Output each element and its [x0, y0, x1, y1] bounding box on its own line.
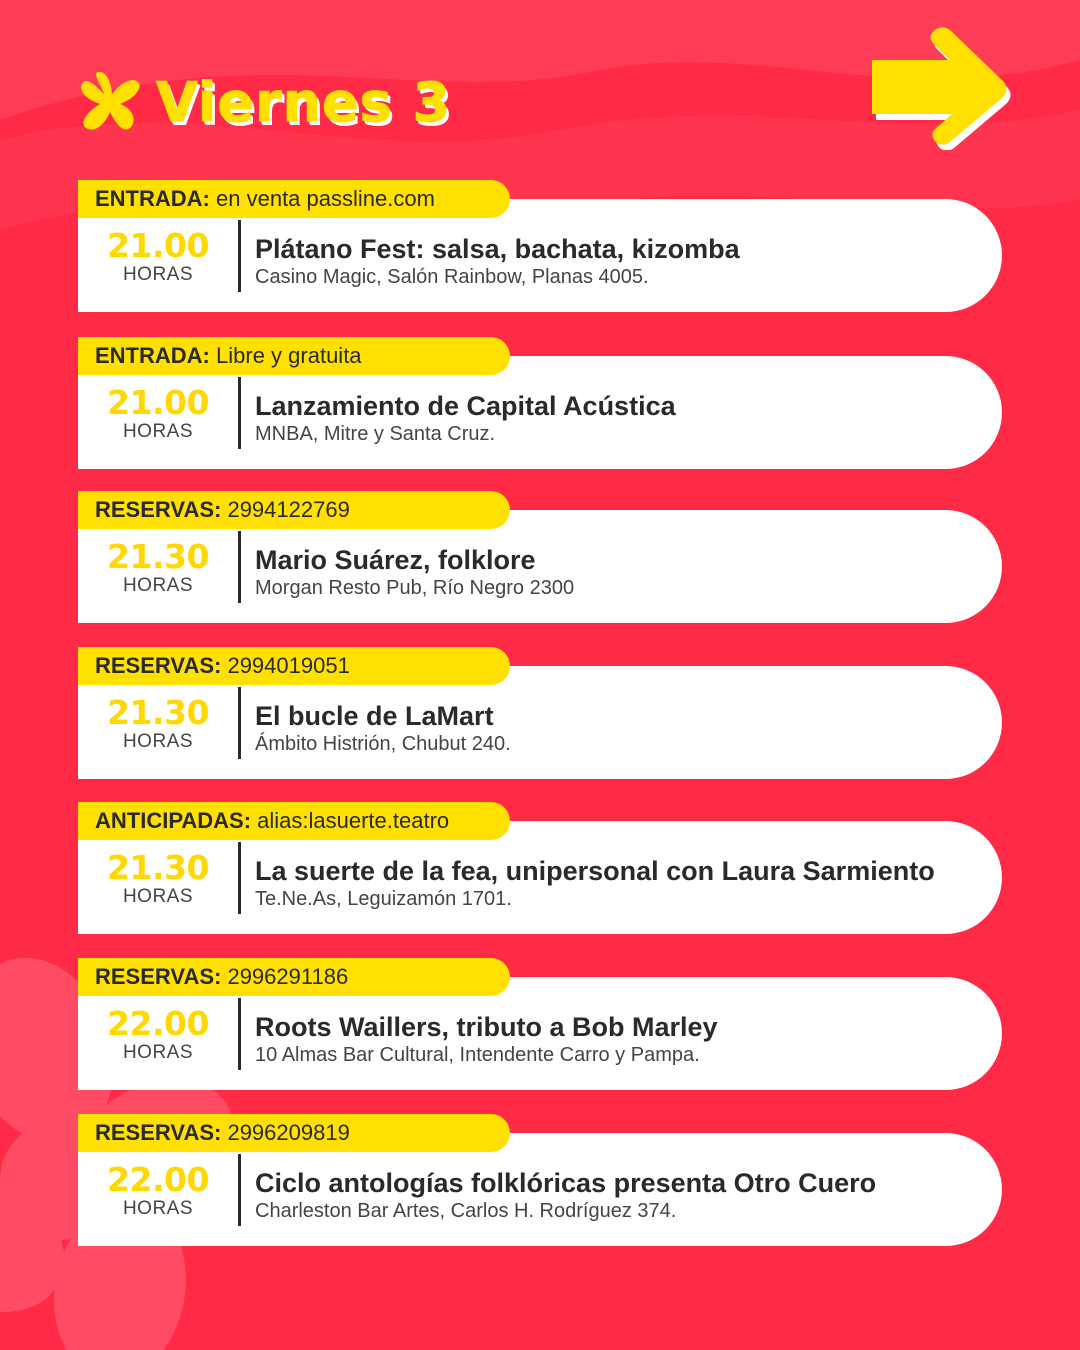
event-info	[255, 544, 972, 600]
event-venue: Ámbito Histrión, Chubut 240.	[255, 733, 511, 755]
ticket-info-value: 2994122769	[227, 497, 350, 522]
event-info	[255, 390, 972, 446]
event-time-value: 21.30	[107, 848, 209, 887]
event-title: Plátano Fest: salsa, bachata, kizomba	[255, 234, 740, 264]
event-title: Mario Suárez, folklore	[255, 545, 536, 575]
ticket-info-label: ENTRADA:	[95, 186, 210, 211]
event-info	[255, 233, 972, 289]
event-venue: Te.Ne.As, Leguizamón 1701.	[255, 888, 512, 910]
divider	[238, 531, 241, 603]
event-time	[78, 1160, 238, 1220]
ticket-info-label: RESERVAS:	[95, 964, 222, 989]
ticket-info-value: 2996209819	[227, 1120, 350, 1145]
ticket-info-value: alias:lasuerte.teatro	[257, 808, 450, 833]
ticket-info-tag	[78, 1114, 510, 1152]
ticket-info-label: ANTICIPADAS:	[95, 808, 252, 833]
divider	[238, 220, 241, 292]
event-time	[78, 848, 238, 908]
event-item	[78, 802, 1002, 934]
event-info	[255, 700, 972, 756]
ticket-info-label: RESERVAS:	[95, 653, 222, 678]
event-title: Ciclo antologías folklóricas presenta Otro Cuero	[255, 1168, 877, 1198]
event-time-unit: HORAS	[122, 264, 194, 285]
event-time	[78, 383, 238, 443]
event-venue: Casino Magic, Salón Rainbow, Planas 4005.	[255, 266, 649, 288]
event-time-unit: HORAS	[122, 886, 194, 907]
event-item	[78, 958, 1002, 1090]
event-time	[78, 1004, 238, 1064]
page-header	[78, 62, 451, 142]
event-time-value: 22.00	[107, 1160, 209, 1199]
event-time	[78, 226, 238, 286]
ticket-info-tag	[78, 337, 510, 375]
event-time-value: 21.00	[107, 383, 209, 422]
ticket-info-tag	[78, 802, 510, 840]
event-title: El bucle de LaMart	[255, 701, 494, 731]
event-venue: MNBA, Mitre y Santa Cruz.	[255, 423, 496, 445]
event-time-unit: HORAS	[122, 1198, 194, 1219]
event-time	[78, 537, 238, 597]
ticket-info-value: 2996291186	[227, 964, 349, 989]
event-info	[255, 855, 972, 911]
event-info	[255, 1167, 972, 1223]
event-venue: Morgan Resto Pub, Río Negro 2300	[255, 577, 575, 599]
event-time-unit: HORAS	[122, 575, 194, 596]
ticket-info-tag	[78, 180, 510, 218]
ticket-info-label: ENTRADA:	[95, 343, 210, 368]
event-time-unit: HORAS	[122, 731, 194, 752]
divider	[238, 1154, 241, 1226]
event-time-value: 21.30	[107, 537, 209, 576]
event-item	[78, 337, 1002, 469]
event-venue: 10 Almas Bar Cultural, Intendente Carro y Pampa.	[255, 1044, 700, 1066]
page-title: Viernes 3	[156, 70, 452, 134]
ticket-info-label: RESERVAS:	[95, 497, 222, 522]
event-time-value: 22.00	[107, 1004, 209, 1043]
event-venue: Charleston Bar Artes, Carlos H. Rodríguez 374.	[255, 1200, 677, 1222]
divider	[238, 687, 241, 759]
event-title: La suerte de la fea, unipersonal con Laura Sarmiento	[255, 856, 935, 886]
ticket-info-tag	[78, 647, 510, 685]
event-title: Roots Waillers, tributo a Bob Marley	[255, 1012, 718, 1042]
sparkle-icon	[78, 68, 142, 136]
event-time-value: 21.30	[107, 693, 209, 732]
event-item	[78, 180, 1002, 312]
event-item	[78, 647, 1002, 779]
ticket-info-tag	[78, 958, 510, 996]
event-time-unit: HORAS	[122, 421, 194, 442]
ticket-info-value: Libre y gratuita	[216, 343, 362, 368]
ticket-info-value: 2994019051	[227, 653, 350, 678]
divider	[238, 998, 241, 1070]
ticket-info-label: RESERVAS:	[95, 1120, 222, 1145]
event-time-value: 21.00	[107, 226, 209, 265]
event-item	[78, 491, 1002, 623]
event-info	[255, 1011, 972, 1067]
event-title: Lanzamiento de Capital Acústica	[255, 391, 676, 421]
event-time	[78, 693, 238, 753]
ticket-info-tag	[78, 491, 510, 529]
event-item	[78, 1114, 1002, 1246]
ticket-info-value: en venta passline.com	[216, 186, 435, 211]
divider	[238, 842, 241, 914]
divider	[238, 377, 241, 449]
arrow-right-icon	[862, 22, 1012, 150]
event-time-unit: HORAS	[122, 1042, 194, 1063]
